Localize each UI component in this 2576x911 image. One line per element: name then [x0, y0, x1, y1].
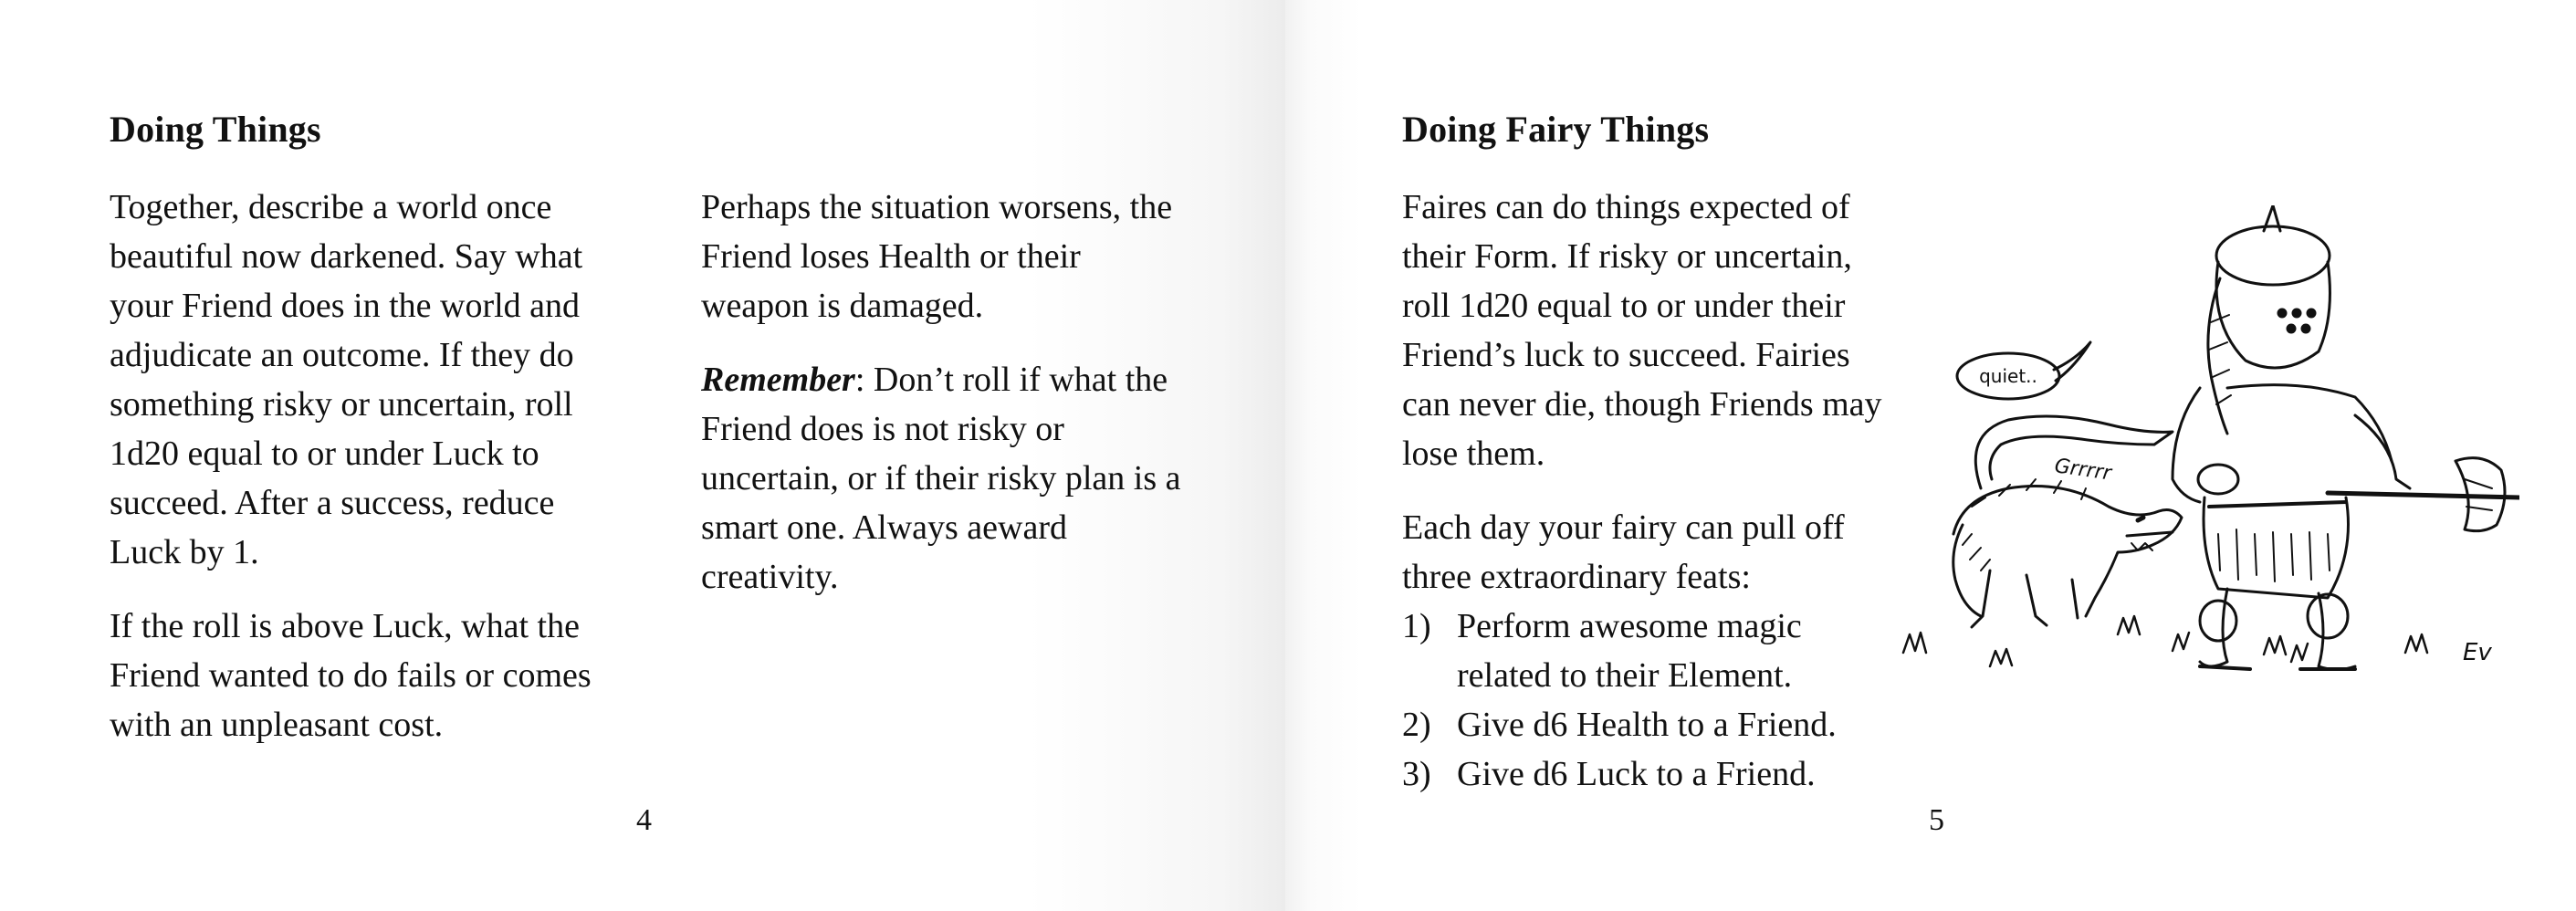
speech-bubble	[1957, 342, 2090, 399]
remember-label: Remember	[701, 361, 855, 399]
text-column	[1402, 183, 1895, 799]
list-text: Give d6 Health to a Friend.	[1457, 706, 1837, 744]
page-heading: Doing Things	[110, 109, 321, 150]
paragraph: If the roll is above Luck, what the Friend wanted to do fails or comes with an unpleasant cost.	[110, 607, 592, 744]
list-text: Give d6 Luck to a Friend.	[1457, 755, 1816, 793]
fairy-knight-illustration	[1899, 205, 2519, 698]
paragraph: Faires can do things expected of their Form. If risky or uncertain, roll 1d20 equal to or under their Friend’s luck to succeed. Fairies can never die, though Friends may lose them.	[1402, 188, 1882, 473]
left-page	[0, 0, 1285, 911]
list-item	[1402, 602, 1895, 700]
paragraph: Together, describe a world once beautiful now darkened. Say what your Friend does in the world and adjudicate an outcome. If they do something risky or uncertain, roll 1d20 equal to or under Luck to succeed. After a success, reduce Luck by 1.	[110, 188, 583, 571]
text-column-1	[110, 183, 621, 774]
list-number: 2)	[1402, 706, 1431, 744]
page-heading: Doing Fairy Things	[1402, 109, 1710, 150]
list-number: 3)	[1402, 755, 1431, 793]
page-number: 5	[1929, 803, 1944, 837]
remember-paragraph	[701, 355, 1194, 602]
page-number: 4	[636, 803, 652, 837]
grass-tufts	[1903, 616, 2427, 666]
feats-list	[1402, 602, 1895, 799]
list-item	[1402, 749, 1895, 799]
remember-text: : Don’t roll if what the Friend does is not risky or uncertain, or if their risky plan is a smart one. Always aeward creativity.	[701, 361, 1181, 596]
paragraph: Each day your fairy can pull off three extraordinary feats:	[1402, 508, 1845, 596]
knight-figure	[2173, 205, 2519, 670]
growl-text: Grrrrr	[2053, 455, 2113, 486]
text-column-2	[701, 183, 1194, 626]
artist-signature: Ev	[2463, 639, 2492, 666]
list-item	[1402, 700, 1895, 749]
speech-bubble-text: quiet..	[1979, 365, 2037, 387]
list-text: Perform awesome magic related to their Element.	[1457, 607, 1802, 695]
list-number: 1)	[1402, 607, 1431, 645]
paragraph: Perhaps the situation worsens, the Friend loses Health or their weapon is damaged.	[701, 188, 1173, 325]
rat-creature	[1953, 479, 2182, 627]
